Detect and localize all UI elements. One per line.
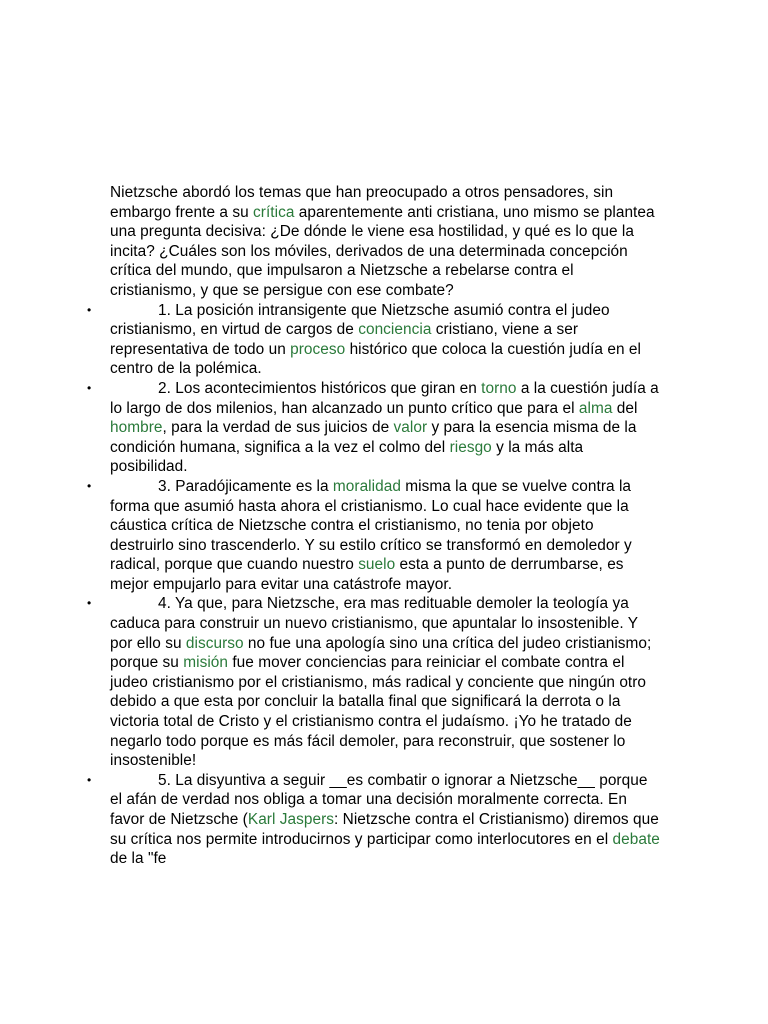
text-segment: y la más alta posibilidad.	[110, 438, 584, 476]
keyword-link[interactable]: hombre	[110, 419, 163, 437]
bullet-icon: •	[87, 772, 92, 787]
document-body	[87, 183, 660, 869]
list-item-1	[87, 301, 660, 379]
text-segment: esta a punto de derrumbarse, es mejor empujarlo para evitar una catástrofe mayor.	[110, 556, 624, 593]
keyword-link[interactable]: suelo	[358, 556, 396, 574]
text-segment: Nietzsche abordó los temas que han preocupado a otros pensadores, sin embargo frente a su	[110, 184, 614, 221]
keyword-link[interactable]: alma	[578, 399, 613, 417]
keyword-link[interactable]: valor	[393, 419, 428, 437]
list-item-4	[87, 594, 660, 770]
bullet-list	[87, 301, 660, 869]
text-segment: 3. Paradójicamente es la	[158, 477, 333, 495]
list-item-text	[110, 380, 659, 475]
list-item-2	[87, 379, 660, 477]
text-segment: : Nietzsche contra el Cristianismo) diremos que su crítica nos permite introducirnos y participar como interlocutores en el	[110, 811, 659, 848]
bullet-icon: •	[87, 302, 92, 317]
text-segment: histórico que coloca la cuestión judía en el centro de la polémica.	[110, 340, 641, 378]
keyword-link[interactable]: discurso	[185, 634, 244, 652]
text-segment: del	[612, 399, 638, 417]
keyword-link[interactable]: Karl Jaspers	[247, 811, 335, 828]
bullet-icon: •	[87, 596, 92, 611]
keyword-link[interactable]: moralidad	[332, 477, 401, 495]
bullet-icon: •	[87, 478, 92, 493]
list-item-text	[110, 302, 641, 378]
keyword-link[interactable]: riesgo	[449, 438, 492, 456]
text-segment: misma la que se vuelve contra la forma que asumió hasta ahora el cristianismo. Lo cual hace evidente que la cáustica crítica de Nietzsche contra el cristianismo, no tenia por objeto destruirlo sino trascenderlo. Y su estilo crítico se transformó en demoledor y radical, porque que cuando nuestro	[110, 477, 632, 574]
text-segment: a la cuestión judía a lo largo de dos milenios, han alcanzado un punto crítico que para el	[110, 379, 659, 417]
text-segment: 5. La disyuntiva a seguir __es combatir o ignorar a Nietzsche__ porque el afán de verdad nos obliga a tomar una decisión moralmente correcta. En favor de Nietzsche (	[110, 771, 648, 828]
bullet-icon: •	[87, 380, 92, 395]
keyword-link[interactable]: conciencia	[358, 321, 432, 339]
list-item-5	[87, 771, 660, 869]
keyword-link[interactable]: debate	[612, 830, 660, 848]
keyword-link[interactable]: proceso	[290, 340, 346, 358]
intro-paragraph	[110, 183, 660, 301]
text-segment: no fue una apología sino una crítica del judeo cristianismo; porque su	[110, 634, 652, 672]
list-item-3	[87, 477, 660, 595]
text-segment: cristiano, viene a ser representativa de todo un	[110, 321, 579, 358]
text-segment: aparentemente anti cristiana, uno mismo se plantea una pregunta decisiva: ¿De dónde le viene esa hostilidad, y qué es lo que la incita? ¿Cuáles son los móviles, derivados de una determinada concepción crítica del mundo, que impulsaron a Nietzsche a rebelarse contra el cristianismo, y que se persigue con ese combate?	[110, 203, 655, 299]
text-segment: 4. Ya que, para Nietzsche, era mas redituable demoler la teología ya caduca para construir un nuevo cristianismo, que apuntalar lo insostenible. Y por ello su	[110, 595, 638, 652]
keyword-link[interactable]: torno	[481, 379, 517, 397]
keyword-link[interactable]: crítica	[253, 203, 295, 221]
text-segment: 2. Los acontecimientos históricos que giran en	[158, 379, 482, 397]
list-item-text	[110, 772, 660, 867]
text-segment: de la "fe	[110, 850, 167, 868]
text-segment: , para la verdad de sus juicios de	[162, 419, 394, 437]
keyword-link[interactable]: misión	[183, 654, 229, 672]
list-item-text	[110, 478, 632, 593]
text-segment: y para la esencia misma de la condición humana, significa a la vez el colmo del	[110, 419, 637, 456]
text-segment: fue mover conciencias para reiniciar el combate contra el judeo cristianismo por el cristianismo, más radical y conciente que ningún otro debido a que esta por concluir la batalla final que significará la derrota o la victoria total de Cristo y el cristianismo contra el judaísmo. ¡Yo he tratado de negarlo todo porque es más fácil demoler, para reconstruir, que sostener lo insostenible!	[110, 654, 647, 770]
list-item-text	[110, 595, 651, 769]
text-segment: 1. La posición intransigente que Nietzsche asumió contra el judeo cristianismo, en virtud de cargos de	[110, 301, 610, 339]
